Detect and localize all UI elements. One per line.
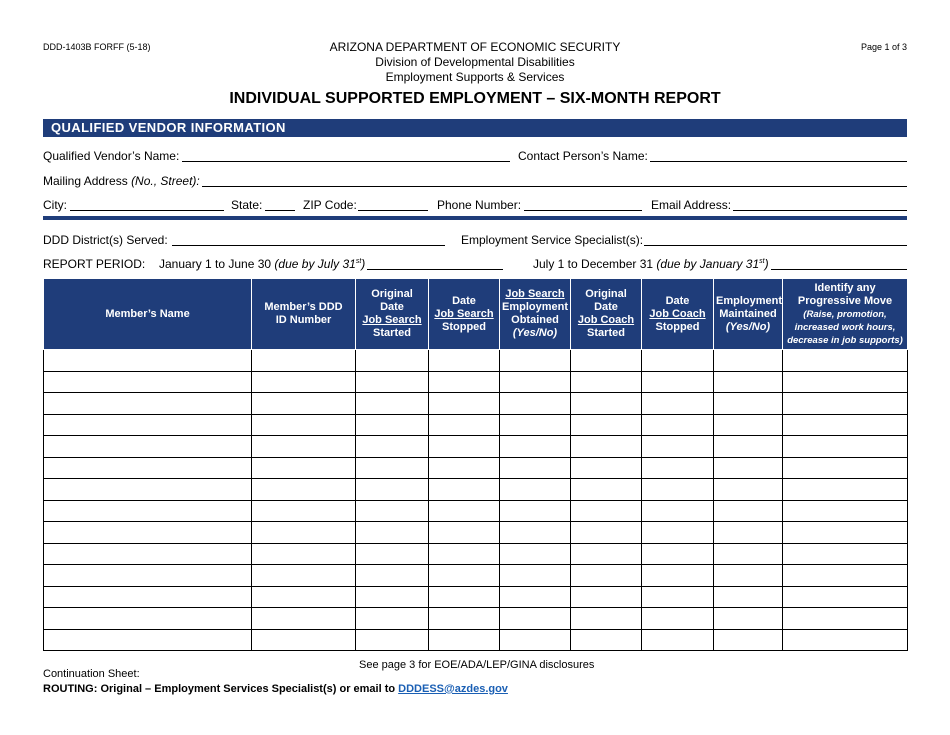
col2-line2: ID Number — [275, 314, 332, 326]
table-row — [44, 393, 908, 415]
table-cell[interactable] — [252, 414, 356, 436]
col-job-search-stopped — [429, 279, 500, 350]
zip-field[interactable] — [358, 210, 428, 211]
col-progressive-move — [783, 279, 908, 350]
table-cell[interactable] — [44, 543, 252, 565]
table-cell[interactable] — [783, 608, 908, 630]
mailing-address-label — [43, 174, 200, 188]
table-cell[interactable] — [783, 629, 908, 651]
phone-label: Phone Number: — [437, 198, 522, 212]
table-cell[interactable] — [429, 500, 500, 522]
period1-label — [159, 257, 365, 271]
period1-due — [274, 257, 365, 271]
col8-line3: (Yes/No) — [725, 320, 771, 333]
table-cell[interactable] — [571, 457, 642, 479]
table-cell[interactable] — [642, 414, 714, 436]
col3-line2: Job Search — [362, 314, 422, 326]
col-job-coach-stopped — [642, 279, 714, 350]
table-row — [44, 436, 908, 458]
table-cell[interactable] — [642, 479, 714, 501]
member-report-table — [43, 278, 908, 651]
col6-line2: Job Coach — [577, 314, 635, 326]
table-cell[interactable] — [571, 414, 642, 436]
table-cell[interactable] — [642, 500, 714, 522]
routing-text: ROUTING: Original – Employment Services Specialist(s) or email to — [43, 683, 396, 695]
table-cell[interactable] — [44, 500, 252, 522]
table-cell[interactable] — [252, 543, 356, 565]
table-cell[interactable] — [714, 629, 783, 651]
table-cell[interactable] — [356, 565, 429, 587]
email-field[interactable] — [733, 210, 907, 211]
period2-due-text: (due by January 31 — [656, 257, 760, 271]
table-cell[interactable] — [714, 371, 783, 393]
col9-line1: Identify any — [814, 281, 876, 294]
table-cell[interactable] — [714, 479, 783, 501]
col3-line1: Original Date — [371, 288, 413, 313]
col4-line2: Job Search — [434, 307, 494, 320]
table-row — [44, 371, 908, 393]
table-body — [44, 350, 908, 651]
table-cell[interactable] — [252, 371, 356, 393]
section-header — [43, 119, 907, 137]
table-cell[interactable] — [429, 393, 500, 415]
period2-due — [656, 257, 768, 271]
table-row — [44, 457, 908, 479]
col4-line3: Stopped — [442, 320, 486, 333]
table-cell[interactable] — [44, 565, 252, 587]
table-cell[interactable] — [252, 393, 356, 415]
col2-line1: Member’s DDD — [264, 301, 343, 313]
table-cell[interactable] — [44, 629, 252, 651]
col8-line1: Employment — [716, 294, 783, 307]
table-cell[interactable] — [429, 586, 500, 608]
table-cell[interactable] — [571, 629, 642, 651]
vendor-name-label: Qualified Vendor’s Name: — [43, 149, 180, 163]
table-cell[interactable] — [44, 436, 252, 458]
agency-name: ARIZONA DEPARTMENT OF ECONOMIC SECURITY — [329, 40, 621, 54]
table-cell[interactable] — [783, 414, 908, 436]
table-cell[interactable] — [714, 565, 783, 587]
table-cell[interactable] — [783, 565, 908, 587]
col9-line2: Progressive Move — [797, 294, 893, 307]
table-cell[interactable] — [429, 565, 500, 587]
table-cell[interactable] — [642, 393, 714, 415]
mailing-address-hint: (No., Street): — [131, 174, 200, 188]
table-cell[interactable] — [642, 522, 714, 544]
table-cell[interactable] — [500, 393, 571, 415]
table-cell[interactable] — [429, 608, 500, 630]
table-cell[interactable] — [252, 479, 356, 501]
table-row — [44, 479, 908, 501]
table-cell[interactable] — [642, 371, 714, 393]
period2-text: July 1 to December 31 — [533, 257, 654, 271]
table-cell[interactable] — [714, 393, 783, 415]
col5-line1: Job Search — [505, 288, 565, 300]
col9-line3: (Raise, promotion, — [803, 308, 887, 320]
vendor-name-field[interactable] — [182, 161, 510, 162]
period1-close: ) — [361, 257, 366, 271]
table-cell[interactable] — [500, 522, 571, 544]
table-cell[interactable] — [356, 436, 429, 458]
page-title: INDIVIDUAL SUPPORTED EMPLOYMENT – SIX-MONTH REPORT — [229, 90, 721, 107]
table-cell[interactable] — [571, 543, 642, 565]
table-cell[interactable] — [714, 586, 783, 608]
table-row — [44, 500, 908, 522]
table-cell[interactable] — [714, 522, 783, 544]
state-label: State: — [231, 198, 263, 212]
table-cell[interactable] — [44, 393, 252, 415]
col8-line2: Maintained — [719, 307, 777, 320]
phone-field[interactable] — [524, 210, 642, 211]
table-cell[interactable] — [783, 479, 908, 501]
table-cell[interactable] — [571, 371, 642, 393]
table-cell[interactable] — [44, 457, 252, 479]
table-row — [44, 629, 908, 651]
table-cell[interactable] — [500, 436, 571, 458]
table-cell[interactable] — [500, 479, 571, 501]
table-cell[interactable] — [571, 350, 642, 372]
email-label: Email Address: — [651, 198, 732, 212]
table-cell[interactable] — [44, 586, 252, 608]
table-row — [44, 565, 908, 587]
city-field[interactable] — [70, 210, 224, 211]
specialist-label: Employment Service Specialist(s): — [461, 233, 644, 247]
col6-line3: Started — [587, 327, 625, 339]
table-cell[interactable] — [500, 565, 571, 587]
continuation-label: Continuation Sheet: — [43, 668, 140, 680]
table-cell[interactable] — [714, 608, 783, 630]
table-cell[interactable] — [783, 543, 908, 565]
table-cell[interactable] — [356, 414, 429, 436]
form-id: DDD-1403B FORFF (5-18) — [43, 42, 151, 52]
period2-close: ) — [764, 257, 769, 271]
table-row — [44, 414, 908, 436]
table-cell[interactable] — [252, 522, 356, 544]
table-cell[interactable] — [356, 629, 429, 651]
table-row — [44, 608, 908, 630]
routing-email-link[interactable]: DDDESS@azdes.gov — [398, 683, 508, 695]
division-name: Division of Developmental Disabilities — [375, 55, 575, 69]
table-cell[interactable] — [500, 629, 571, 651]
table-cell[interactable] — [783, 586, 908, 608]
table-cell[interactable] — [500, 543, 571, 565]
table-cell[interactable] — [252, 436, 356, 458]
table-cell[interactable] — [429, 371, 500, 393]
table-cell[interactable] — [356, 522, 429, 544]
table-cell[interactable] — [714, 350, 783, 372]
section-title: QUALIFIED VENDOR INFORMATION — [51, 120, 286, 135]
mailing-address-field[interactable] — [202, 186, 907, 187]
table-row — [44, 586, 908, 608]
col-job-search-started — [356, 279, 429, 350]
table-cell[interactable] — [44, 350, 252, 372]
disclosure-note: See page 3 for EOE/ADA/LEP/GINA disclosures — [359, 659, 595, 671]
col-employment-obtained — [500, 279, 571, 350]
table-cell[interactable] — [571, 393, 642, 415]
table-row — [44, 543, 908, 565]
state-field[interactable] — [265, 210, 295, 211]
table-cell[interactable] — [571, 522, 642, 544]
table-cell[interactable] — [429, 522, 500, 544]
specialist-field[interactable] — [644, 245, 907, 246]
table-cell[interactable] — [500, 586, 571, 608]
col-member-id — [252, 279, 356, 350]
table-cell[interactable] — [429, 543, 500, 565]
table-cell[interactable] — [252, 457, 356, 479]
table-cell[interactable] — [571, 479, 642, 501]
table-cell[interactable] — [783, 371, 908, 393]
table-cell[interactable] — [500, 608, 571, 630]
col3-line3: Started — [373, 327, 411, 339]
col5-line3: Obtained — [511, 314, 559, 326]
table-cell[interactable] — [571, 608, 642, 630]
table-cell[interactable] — [783, 350, 908, 372]
table-cell[interactable] — [783, 436, 908, 458]
period2-field[interactable] — [771, 269, 907, 270]
col-member-name — [44, 279, 252, 350]
col-employment-maintained — [714, 279, 783, 350]
district-label: DDD District(s) Served: — [43, 233, 168, 247]
table-cell[interactable] — [429, 436, 500, 458]
table-cell[interactable] — [642, 457, 714, 479]
table-cell[interactable] — [783, 522, 908, 544]
unit-name: Employment Supports & Services — [385, 70, 565, 84]
district-field[interactable] — [172, 245, 445, 246]
table-cell[interactable] — [356, 457, 429, 479]
table-cell[interactable] — [44, 371, 252, 393]
table-cell[interactable] — [642, 350, 714, 372]
period2-sup: st — [759, 258, 765, 265]
table-cell[interactable] — [642, 629, 714, 651]
col7-line2: Job Coach — [649, 307, 706, 320]
table-cell[interactable] — [356, 371, 429, 393]
table-cell[interactable] — [571, 500, 642, 522]
table-cell[interactable] — [500, 371, 571, 393]
table-cell[interactable] — [252, 608, 356, 630]
table-row — [44, 522, 908, 544]
col-job-coach-started — [571, 279, 642, 350]
table-cell[interactable] — [429, 457, 500, 479]
col5-line4: (Yes/No) — [512, 327, 558, 339]
table-cell[interactable] — [642, 543, 714, 565]
table-cell[interactable] — [356, 393, 429, 415]
period1-sup: st — [355, 258, 362, 265]
col7-line3: Stopped — [655, 320, 700, 333]
col9-line5: decrease in job supports) — [787, 334, 903, 346]
table-cell[interactable] — [500, 457, 571, 479]
col5-line2: Employment — [502, 301, 569, 313]
table-cell[interactable] — [571, 565, 642, 587]
col4-line1: Date — [452, 294, 476, 307]
table-cell[interactable] — [44, 608, 252, 630]
table-cell[interactable] — [356, 608, 429, 630]
table-cell[interactable] — [783, 457, 908, 479]
city-label: City: — [43, 198, 67, 212]
mailing-address-text: Mailing Address — [43, 174, 128, 188]
table-row — [44, 350, 908, 372]
period1-due-text: (due by July 31 — [274, 257, 356, 271]
table-cell[interactable] — [714, 543, 783, 565]
table-cell[interactable] — [714, 500, 783, 522]
table-cell[interactable] — [252, 565, 356, 587]
table-cell[interactable] — [642, 436, 714, 458]
table-cell[interactable] — [500, 350, 571, 372]
table-cell[interactable] — [429, 629, 500, 651]
table-cell[interactable] — [429, 414, 500, 436]
table-cell[interactable] — [429, 350, 500, 372]
zip-label: ZIP Code: — [303, 198, 357, 212]
table-cell[interactable] — [783, 500, 908, 522]
table-cell[interactable] — [44, 522, 252, 544]
table-cell[interactable] — [642, 586, 714, 608]
table-cell[interactable] — [356, 500, 429, 522]
table-cell[interactable] — [252, 500, 356, 522]
table-header-row — [44, 279, 908, 350]
table-cell[interactable] — [571, 586, 642, 608]
col6-line1: Original Date — [585, 288, 627, 313]
table-cell[interactable] — [356, 350, 429, 372]
contact-person-label: Contact Person’s Name: — [518, 149, 648, 163]
table-cell[interactable] — [783, 393, 908, 415]
table-cell[interactable] — [714, 436, 783, 458]
col7-line1: Date — [665, 294, 690, 307]
table-cell[interactable] — [429, 479, 500, 501]
routing-line — [43, 683, 508, 695]
report-period-label: REPORT PERIOD: — [43, 257, 146, 271]
table-cell[interactable] — [356, 479, 429, 501]
table-cell[interactable] — [571, 436, 642, 458]
col9-line4: increased work hours, — [794, 321, 896, 333]
table-cell[interactable] — [44, 414, 252, 436]
period2-label — [533, 257, 769, 271]
page-label: Page 1 of 3 — [860, 42, 907, 52]
table-cell[interactable] — [44, 479, 252, 501]
col-member-name-text: Member’s Name — [105, 307, 190, 320]
table-cell[interactable] — [714, 457, 783, 479]
table-cell[interactable] — [500, 500, 571, 522]
table-cell[interactable] — [500, 414, 571, 436]
table-cell[interactable] — [252, 629, 356, 651]
table-cell[interactable] — [714, 414, 783, 436]
table-cell[interactable] — [642, 565, 714, 587]
period1-field[interactable] — [367, 269, 503, 270]
table-cell[interactable] — [356, 586, 429, 608]
table-cell[interactable] — [642, 608, 714, 630]
section-divider — [43, 216, 907, 220]
table-cell[interactable] — [356, 543, 429, 565]
table-cell[interactable] — [252, 350, 356, 372]
period1-text: January 1 to June 30 — [159, 257, 272, 271]
table-cell[interactable] — [252, 586, 356, 608]
contact-person-field[interactable] — [650, 161, 907, 162]
